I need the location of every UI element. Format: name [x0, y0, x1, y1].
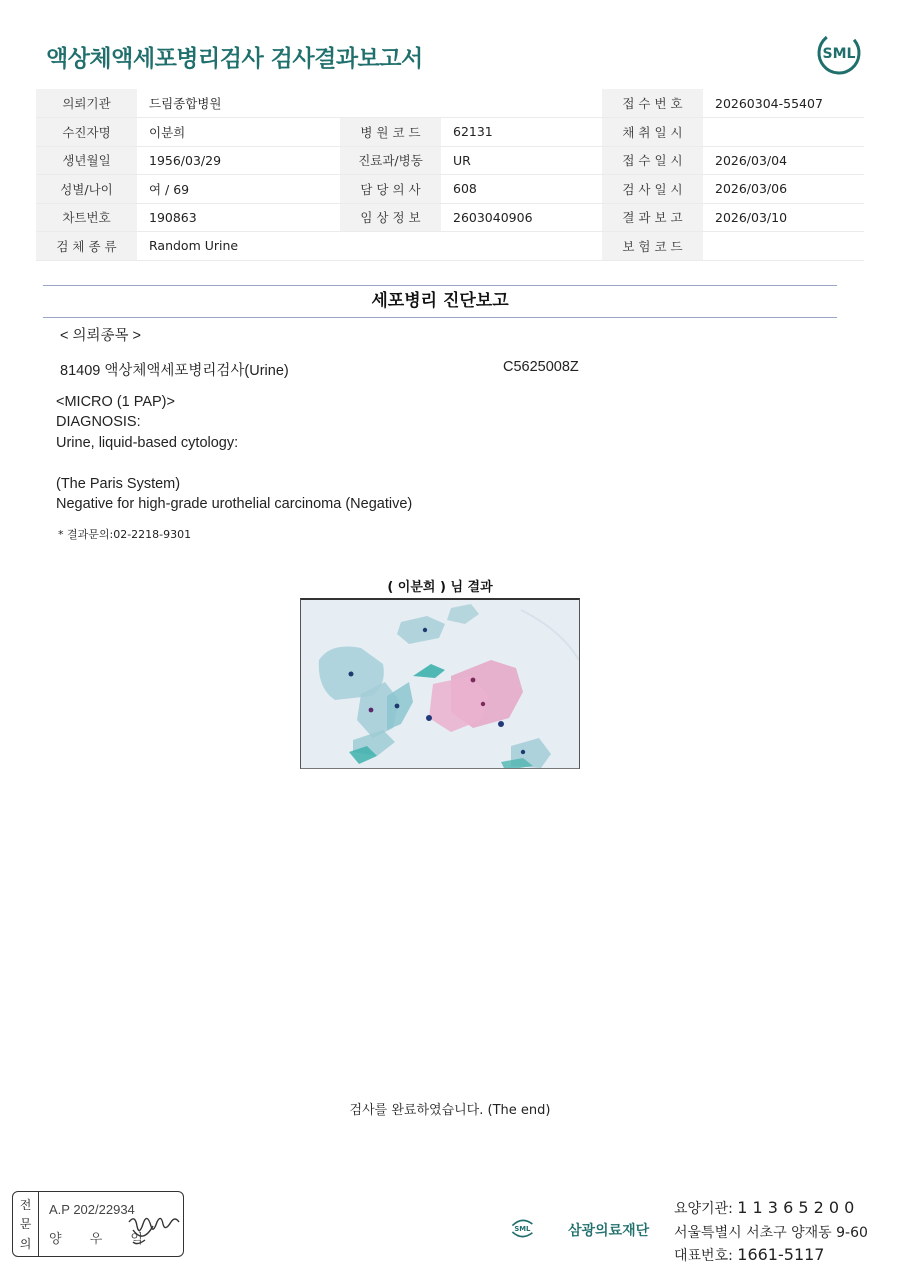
info-row	[36, 146, 864, 175]
image-caption: ( 이분희 ) 님 결과	[387, 580, 493, 595]
info-value: UR	[441, 146, 602, 175]
stamp-doctor-name: 양 우 익	[49, 1232, 155, 1247]
specimen-line: Urine, liquid-based cytology:	[56, 435, 239, 451]
info-label: 접 수 번 호	[602, 89, 703, 118]
phone-number: 1661-5117	[737, 1245, 825, 1264]
info-value: 여 / 69	[137, 175, 340, 204]
info-label: 검 체 종 류	[36, 232, 137, 261]
info-label: 수진자명	[36, 118, 137, 147]
signature-icon	[125, 1208, 185, 1248]
phone-label: 대표번호:	[674, 1248, 738, 1264]
phone-line	[674, 1245, 824, 1265]
info-value: 드림종합병원	[137, 89, 340, 118]
system-line: (The Paris System)	[56, 476, 181, 492]
info-value: 608	[441, 175, 602, 204]
order-item: 81409 액상체액세포병리검사(Urine)	[60, 363, 289, 379]
info-label: 채 취 일 시	[602, 118, 703, 147]
info-label: 보 험 코 드	[602, 232, 703, 261]
info-value: 1956/03/29	[137, 146, 340, 175]
stamp-char: 전	[19, 1198, 32, 1213]
info-value	[703, 232, 864, 261]
stamp-vertical-label	[13, 1192, 39, 1256]
info-row	[36, 203, 864, 232]
section-rule-bottom	[43, 317, 837, 318]
info-value: Random Urine	[137, 232, 340, 261]
order-code: C5625008Z	[503, 359, 579, 375]
institution-number-line	[674, 1198, 854, 1218]
info-label: 검 사 일 시	[602, 175, 703, 204]
info-value: 2026/03/10	[703, 203, 864, 232]
institution-label: 요양기관:	[674, 1201, 738, 1217]
info-label	[340, 89, 441, 118]
info-label: 결 과 보 고	[602, 203, 703, 232]
footer-logo-text: SML	[514, 1224, 531, 1233]
info-row	[36, 89, 864, 118]
footer-address	[674, 1222, 868, 1242]
info-label: 임 상 정 보	[340, 203, 441, 232]
pathologist-stamp	[12, 1191, 184, 1257]
info-label: 성별/나이	[36, 175, 137, 204]
info-value: 2026/03/04	[703, 146, 864, 175]
stamp-char: 의	[19, 1236, 32, 1251]
info-label: 차트번호	[36, 203, 137, 232]
end-message: 검사를 완료하였습니다. (The end)	[349, 1103, 551, 1118]
info-label: 의뢰기관	[36, 89, 137, 118]
info-value: 20260304-55407	[703, 89, 864, 118]
info-label	[340, 232, 441, 261]
info-value: 2026/03/06	[703, 175, 864, 204]
info-row	[36, 175, 864, 204]
cytology-micrograph	[300, 598, 580, 769]
sml-logo-icon	[816, 30, 862, 76]
info-label: 접 수 일 시	[602, 146, 703, 175]
diagnosis-label: DIAGNOSIS:	[56, 414, 141, 430]
info-value: 62131	[441, 118, 602, 147]
info-row	[36, 118, 864, 147]
info-value	[703, 118, 864, 147]
info-label: 진료과/병동	[340, 146, 441, 175]
info-value: 이분희	[137, 118, 340, 147]
footer-org-name: 삼광의료재단	[568, 1223, 650, 1239]
report-title: 액상체액세포병리검사 검사결과보고서	[46, 46, 423, 72]
inquiry-phone: * 결과문의:02-2218-9301	[58, 528, 192, 541]
stamp-license: A.P 202/22934	[49, 1202, 135, 1217]
footer-sml-logo-icon	[510, 1200, 570, 1256]
info-value: 2603040906	[441, 203, 602, 232]
stamp-char: 문	[19, 1217, 32, 1232]
order-header: < 의뢰종목 >	[60, 328, 142, 344]
patient-info-table	[36, 89, 864, 261]
address-text: 서울특별시 서초구 양재동 9-60	[674, 1225, 868, 1241]
info-label: 담 당 의 사	[340, 175, 441, 204]
micro-header: <MICRO (1 PAP)>	[56, 394, 175, 410]
info-label: 병 원 코 드	[340, 118, 441, 147]
info-row	[36, 232, 864, 261]
institution-number: 1 1 3 6 5 2 0 0	[737, 1198, 855, 1217]
section-title: 세포병리 진단보고	[371, 291, 509, 311]
diagnosis-result: Negative for high-grade urothelial carcinoma (Negative)	[56, 496, 413, 512]
info-value	[441, 89, 602, 118]
info-value: 190863	[137, 203, 340, 232]
info-label: 생년월일	[36, 146, 137, 175]
logo-text: SML	[822, 46, 856, 62]
info-value	[441, 232, 602, 261]
